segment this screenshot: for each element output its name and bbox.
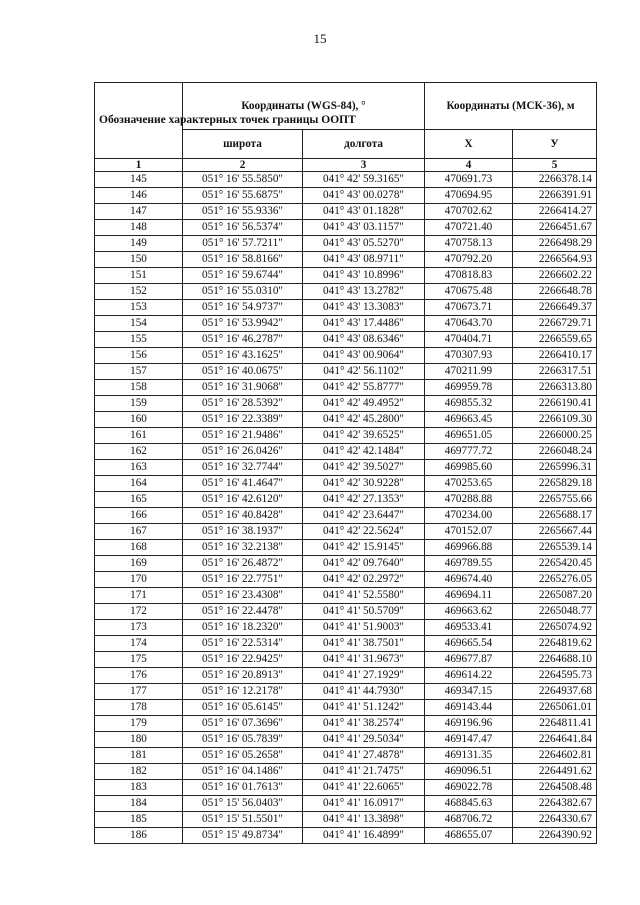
table-row [95, 380, 597, 396]
point-number-cell: 162 [95, 444, 183, 460]
point-number-cell: 149 [95, 236, 183, 252]
y-coordinate-cell: 2266317.51 [513, 364, 597, 380]
latitude-cell: 051° 16' 53.9942" [183, 316, 303, 332]
latitude-cell: 051° 16' 05.6145" [183, 700, 303, 716]
point-number-cell: 178 [95, 700, 183, 716]
table-row [95, 732, 597, 748]
header-x: X [425, 130, 513, 159]
x-coordinate-cell: 470253.65 [425, 476, 513, 492]
x-coordinate-cell: 468655.07 [425, 828, 513, 844]
point-number-cell: 184 [95, 796, 183, 812]
table-row [95, 588, 597, 604]
x-coordinate-cell: 468845.63 [425, 796, 513, 812]
table-row [95, 348, 597, 364]
latitude-cell: 051° 16' 22.7751" [183, 572, 303, 588]
x-coordinate-cell: 469143.44 [425, 700, 513, 716]
x-coordinate-cell: 469347.15 [425, 684, 513, 700]
x-coordinate-cell: 470758.13 [425, 236, 513, 252]
latitude-cell: 051° 16' 21.9486" [183, 428, 303, 444]
point-number-cell: 176 [95, 668, 183, 684]
x-coordinate-cell: 469777.72 [425, 444, 513, 460]
longitude-cell: 041° 43' 03.1157" [303, 220, 425, 236]
longitude-cell: 041° 43' 17.4486" [303, 316, 425, 332]
y-coordinate-cell: 2266498.29 [513, 236, 597, 252]
longitude-cell: 041° 41' 51.1242" [303, 700, 425, 716]
point-number-cell: 173 [95, 620, 183, 636]
table-row [95, 780, 597, 796]
y-coordinate-cell: 2265048.77 [513, 604, 597, 620]
table-row [95, 572, 597, 588]
point-number-cell: 147 [95, 204, 183, 220]
x-coordinate-cell: 469147.47 [425, 732, 513, 748]
y-coordinate-cell: 2265087.20 [513, 588, 597, 604]
y-coordinate-cell: 2264390.92 [513, 828, 597, 844]
x-coordinate-cell: 470211.99 [425, 364, 513, 380]
point-number-cell: 182 [95, 764, 183, 780]
x-coordinate-cell: 470721.40 [425, 220, 513, 236]
longitude-cell: 041° 42' 45.2800" [303, 412, 425, 428]
point-number-cell: 154 [95, 316, 183, 332]
latitude-cell: 051° 16' 07.3696" [183, 716, 303, 732]
longitude-cell: 041° 43' 13.3083" [303, 300, 425, 316]
point-number-cell: 156 [95, 348, 183, 364]
y-coordinate-cell: 2264508.48 [513, 780, 597, 796]
y-coordinate-cell: 2266559.65 [513, 332, 597, 348]
y-coordinate-cell: 2266564.93 [513, 252, 597, 268]
longitude-cell: 041° 43' 13.2782" [303, 284, 425, 300]
table-row [95, 796, 597, 812]
y-coordinate-cell: 2264330.67 [513, 812, 597, 828]
table-row [95, 300, 597, 316]
x-coordinate-cell: 469022.78 [425, 780, 513, 796]
table-row [95, 204, 597, 220]
table-row [95, 476, 597, 492]
x-coordinate-cell: 470288.88 [425, 492, 513, 508]
longitude-cell: 041° 41' 38.2574" [303, 716, 425, 732]
point-number-cell: 161 [95, 428, 183, 444]
latitude-cell: 051° 16' 18.2320" [183, 620, 303, 636]
y-coordinate-cell: 2266649.37 [513, 300, 597, 316]
latitude-cell: 051° 16' 55.0310" [183, 284, 303, 300]
y-coordinate-cell: 2265688.17 [513, 508, 597, 524]
table-row [95, 268, 597, 284]
y-coordinate-cell: 2264937.68 [513, 684, 597, 700]
table-row [95, 236, 597, 252]
longitude-cell: 041° 43' 01.1828" [303, 204, 425, 220]
y-coordinate-cell: 2264382.67 [513, 796, 597, 812]
x-coordinate-cell: 470702.62 [425, 204, 513, 220]
x-coordinate-cell: 470691.73 [425, 172, 513, 188]
x-coordinate-cell: 470818.83 [425, 268, 513, 284]
x-coordinate-cell: 469677.87 [425, 652, 513, 668]
table-row [95, 684, 597, 700]
table-row [95, 812, 597, 828]
longitude-cell: 041° 42' 27.1353" [303, 492, 425, 508]
longitude-cell: 041° 42' 22.5624" [303, 524, 425, 540]
y-coordinate-cell: 2266414.27 [513, 204, 597, 220]
latitude-cell: 051° 15' 49.8734" [183, 828, 303, 844]
header-wgs84: Координаты (WGS-84), ° [183, 83, 425, 130]
point-number-cell: 148 [95, 220, 183, 236]
longitude-cell: 041° 41' 44.7930" [303, 684, 425, 700]
longitude-cell: 041° 41' 27.4878" [303, 748, 425, 764]
table-row [95, 428, 597, 444]
longitude-cell: 041° 42' 30.9228" [303, 476, 425, 492]
latitude-cell: 051° 15' 56.0403" [183, 796, 303, 812]
y-coordinate-cell: 2266313.80 [513, 380, 597, 396]
x-coordinate-cell: 470307.93 [425, 348, 513, 364]
longitude-cell: 041° 42' 02.2972" [303, 572, 425, 588]
longitude-cell: 041° 41' 16.0917" [303, 796, 425, 812]
column-number: 4 [425, 159, 513, 172]
point-number-cell: 175 [95, 652, 183, 668]
point-number-cell: 186 [95, 828, 183, 844]
x-coordinate-cell: 469789.55 [425, 556, 513, 572]
table-row [95, 252, 597, 268]
latitude-cell: 051° 16' 28.5392" [183, 396, 303, 412]
y-coordinate-cell: 2266000.25 [513, 428, 597, 444]
point-number-cell: 169 [95, 556, 183, 572]
x-coordinate-cell: 469196.96 [425, 716, 513, 732]
latitude-cell: 051° 16' 22.4478" [183, 604, 303, 620]
header-longitude: долгота [303, 130, 425, 159]
table-row [95, 764, 597, 780]
point-number-cell: 179 [95, 716, 183, 732]
latitude-cell: 051° 16' 55.6875" [183, 188, 303, 204]
longitude-cell: 041° 43' 00.9064" [303, 348, 425, 364]
latitude-cell: 051° 16' 40.8428" [183, 508, 303, 524]
latitude-cell: 051° 16' 55.9336" [183, 204, 303, 220]
x-coordinate-cell: 469614.22 [425, 668, 513, 684]
latitude-cell: 051° 16' 12.2178" [183, 684, 303, 700]
latitude-cell: 051° 16' 55.5850" [183, 172, 303, 188]
latitude-cell: 051° 16' 41.4647" [183, 476, 303, 492]
table-row [95, 220, 597, 236]
table-row [95, 284, 597, 300]
point-number-cell: 159 [95, 396, 183, 412]
latitude-cell: 051° 16' 32.2138" [183, 540, 303, 556]
y-coordinate-cell: 2264595.73 [513, 668, 597, 684]
y-coordinate-cell: 2265829.18 [513, 476, 597, 492]
longitude-cell: 041° 42' 49.4952" [303, 396, 425, 412]
longitude-cell: 041° 43' 00.0278" [303, 188, 425, 204]
table-row [95, 396, 597, 412]
longitude-cell: 041° 41' 52.5580" [303, 588, 425, 604]
table-row [95, 556, 597, 572]
longitude-cell: 041° 41' 29.5034" [303, 732, 425, 748]
table-row [95, 636, 597, 652]
x-coordinate-cell: 470404.71 [425, 332, 513, 348]
x-coordinate-cell: 469663.45 [425, 412, 513, 428]
x-coordinate-cell: 469985.60 [425, 460, 513, 476]
latitude-cell: 051° 16' 20.8913" [183, 668, 303, 684]
column-number-row [95, 159, 597, 172]
x-coordinate-cell: 470673.71 [425, 300, 513, 316]
y-coordinate-cell: 2266190.41 [513, 396, 597, 412]
x-coordinate-cell: 469533.41 [425, 620, 513, 636]
latitude-cell: 051° 16' 22.9425" [183, 652, 303, 668]
latitude-cell: 051° 15' 51.5501" [183, 812, 303, 828]
y-coordinate-cell: 2266048.24 [513, 444, 597, 460]
latitude-cell: 051° 16' 05.7839" [183, 732, 303, 748]
y-coordinate-cell: 2265755.66 [513, 492, 597, 508]
longitude-cell: 041° 43' 08.9711" [303, 252, 425, 268]
x-coordinate-cell: 469131.35 [425, 748, 513, 764]
table-row [95, 492, 597, 508]
point-number-cell: 155 [95, 332, 183, 348]
point-number-cell: 164 [95, 476, 183, 492]
longitude-cell: 041° 41' 22.6065" [303, 780, 425, 796]
table-row [95, 604, 597, 620]
table-row [95, 540, 597, 556]
y-coordinate-cell: 2265539.14 [513, 540, 597, 556]
table-row [95, 172, 597, 188]
point-number-cell: 183 [95, 780, 183, 796]
longitude-cell: 041° 42' 55.8777" [303, 380, 425, 396]
latitude-cell: 051° 16' 04.1486" [183, 764, 303, 780]
column-number: 1 [95, 159, 183, 172]
y-coordinate-cell: 2266602.22 [513, 268, 597, 284]
y-coordinate-cell: 2266378.14 [513, 172, 597, 188]
longitude-cell: 041° 41' 31.9673" [303, 652, 425, 668]
table-row [95, 748, 597, 764]
table-body [95, 172, 597, 844]
latitude-cell: 051° 16' 46.2787" [183, 332, 303, 348]
header-latitude: широта [183, 130, 303, 159]
header-y: У [513, 130, 597, 159]
y-coordinate-cell: 2264641.84 [513, 732, 597, 748]
point-number-cell: 160 [95, 412, 183, 428]
table-row [95, 316, 597, 332]
table-row [95, 364, 597, 380]
coordinates-table [94, 82, 597, 844]
point-number-cell: 153 [95, 300, 183, 316]
latitude-cell: 051° 16' 23.4308" [183, 588, 303, 604]
longitude-cell: 041° 41' 38.7501" [303, 636, 425, 652]
longitude-cell: 041° 42' 42.1484" [303, 444, 425, 460]
longitude-cell: 041° 41' 51.9003" [303, 620, 425, 636]
point-number-cell: 166 [95, 508, 183, 524]
latitude-cell: 051° 16' 32.7744" [183, 460, 303, 476]
x-coordinate-cell: 470234.00 [425, 508, 513, 524]
longitude-cell: 041° 42' 59.3165" [303, 172, 425, 188]
longitude-cell: 041° 41' 13.3898" [303, 812, 425, 828]
point-number-cell: 185 [95, 812, 183, 828]
latitude-cell: 051° 16' 38.1937" [183, 524, 303, 540]
latitude-cell: 051° 16' 26.4872" [183, 556, 303, 572]
x-coordinate-cell: 469694.11 [425, 588, 513, 604]
table-row [95, 412, 597, 428]
y-coordinate-cell: 2264602.81 [513, 748, 597, 764]
latitude-cell: 051° 16' 01.7613" [183, 780, 303, 796]
point-number-cell: 181 [95, 748, 183, 764]
x-coordinate-cell: 470152.07 [425, 524, 513, 540]
x-coordinate-cell: 470694.95 [425, 188, 513, 204]
column-number: 3 [303, 159, 425, 172]
longitude-cell: 041° 42' 09.7640" [303, 556, 425, 572]
y-coordinate-cell: 2265061.01 [513, 700, 597, 716]
y-coordinate-cell: 2266451.67 [513, 220, 597, 236]
point-number-cell: 150 [95, 252, 183, 268]
x-coordinate-cell: 469855.32 [425, 396, 513, 412]
longitude-cell: 041° 42' 39.6525" [303, 428, 425, 444]
latitude-cell: 051° 16' 43.1625" [183, 348, 303, 364]
latitude-cell: 051° 16' 57.7211" [183, 236, 303, 252]
point-number-cell: 163 [95, 460, 183, 476]
y-coordinate-cell: 2264819.62 [513, 636, 597, 652]
latitude-cell: 051° 16' 56.5374" [183, 220, 303, 236]
x-coordinate-cell: 469096.51 [425, 764, 513, 780]
y-coordinate-cell: 2266729.71 [513, 316, 597, 332]
table-row [95, 716, 597, 732]
point-number-cell: 171 [95, 588, 183, 604]
page-number: 15 [313, 31, 327, 46]
point-number-cell: 170 [95, 572, 183, 588]
latitude-cell: 051° 16' 31.9068" [183, 380, 303, 396]
x-coordinate-cell: 470643.70 [425, 316, 513, 332]
y-coordinate-cell: 2265074.92 [513, 620, 597, 636]
latitude-cell: 051° 16' 54.9737" [183, 300, 303, 316]
y-coordinate-cell: 2266410.17 [513, 348, 597, 364]
column-number: 2 [183, 159, 303, 172]
latitude-cell: 051° 16' 05.2658" [183, 748, 303, 764]
point-number-cell: 152 [95, 284, 183, 300]
y-coordinate-cell: 2266648.78 [513, 284, 597, 300]
longitude-cell: 041° 41' 21.7475" [303, 764, 425, 780]
latitude-cell: 051° 16' 26.0426" [183, 444, 303, 460]
header-designation: Обозначение характерных точек границы ООПТ [95, 83, 183, 159]
y-coordinate-cell: 2265420.45 [513, 556, 597, 572]
y-coordinate-cell: 2265276.05 [513, 572, 597, 588]
y-coordinate-cell: 2266391.91 [513, 188, 597, 204]
table-row [95, 828, 597, 844]
y-coordinate-cell: 2265667.44 [513, 524, 597, 540]
longitude-cell: 041° 42' 15.9145" [303, 540, 425, 556]
point-number-cell: 146 [95, 188, 183, 204]
x-coordinate-cell: 469674.40 [425, 572, 513, 588]
point-number-cell: 165 [95, 492, 183, 508]
point-number-cell: 168 [95, 540, 183, 556]
x-coordinate-cell: 469959.78 [425, 380, 513, 396]
x-coordinate-cell: 469663.62 [425, 604, 513, 620]
x-coordinate-cell: 470792.20 [425, 252, 513, 268]
longitude-cell: 041° 42' 39.5027" [303, 460, 425, 476]
latitude-cell: 051° 16' 40.0675" [183, 364, 303, 380]
table-row [95, 668, 597, 684]
longitude-cell: 041° 43' 05.5270" [303, 236, 425, 252]
latitude-cell: 051° 16' 59.6744" [183, 268, 303, 284]
point-number-cell: 158 [95, 380, 183, 396]
point-number-cell: 177 [95, 684, 183, 700]
table-row [95, 620, 597, 636]
longitude-cell: 041° 41' 50.5709" [303, 604, 425, 620]
longitude-cell: 041° 43' 10.8996" [303, 268, 425, 284]
point-number-cell: 174 [95, 636, 183, 652]
point-number-cell: 145 [95, 172, 183, 188]
x-coordinate-cell: 468706.72 [425, 812, 513, 828]
longitude-cell: 041° 42' 56.1102" [303, 364, 425, 380]
latitude-cell: 051° 16' 58.8166" [183, 252, 303, 268]
longitude-cell: 041° 41' 16.4899" [303, 828, 425, 844]
y-coordinate-cell: 2264688.10 [513, 652, 597, 668]
latitude-cell: 051° 16' 22.5314" [183, 636, 303, 652]
longitude-cell: 041° 41' 27.1929" [303, 668, 425, 684]
y-coordinate-cell: 2265996.31 [513, 460, 597, 476]
x-coordinate-cell: 470675.48 [425, 284, 513, 300]
latitude-cell: 051° 16' 42.6120" [183, 492, 303, 508]
point-number-cell: 157 [95, 364, 183, 380]
x-coordinate-cell: 469665.54 [425, 636, 513, 652]
table-row [95, 188, 597, 204]
header-msk36: Координаты (МСК-36), м [425, 83, 597, 130]
table-row [95, 700, 597, 716]
table-row [95, 652, 597, 668]
longitude-cell: 041° 42' 23.6447" [303, 508, 425, 524]
y-coordinate-cell: 2264491.62 [513, 764, 597, 780]
latitude-cell: 051° 16' 22.3389" [183, 412, 303, 428]
table-row [95, 508, 597, 524]
point-number-cell: 151 [95, 268, 183, 284]
point-number-cell: 167 [95, 524, 183, 540]
point-number-cell: 180 [95, 732, 183, 748]
table-row [95, 444, 597, 460]
x-coordinate-cell: 469651.05 [425, 428, 513, 444]
table-row [95, 524, 597, 540]
table-row [95, 332, 597, 348]
table-row [95, 460, 597, 476]
y-coordinate-cell: 2266109.30 [513, 412, 597, 428]
longitude-cell: 041° 43' 08.6346" [303, 332, 425, 348]
y-coordinate-cell: 2264811.41 [513, 716, 597, 732]
column-number: 5 [513, 159, 597, 172]
x-coordinate-cell: 469966.88 [425, 540, 513, 556]
point-number-cell: 172 [95, 604, 183, 620]
